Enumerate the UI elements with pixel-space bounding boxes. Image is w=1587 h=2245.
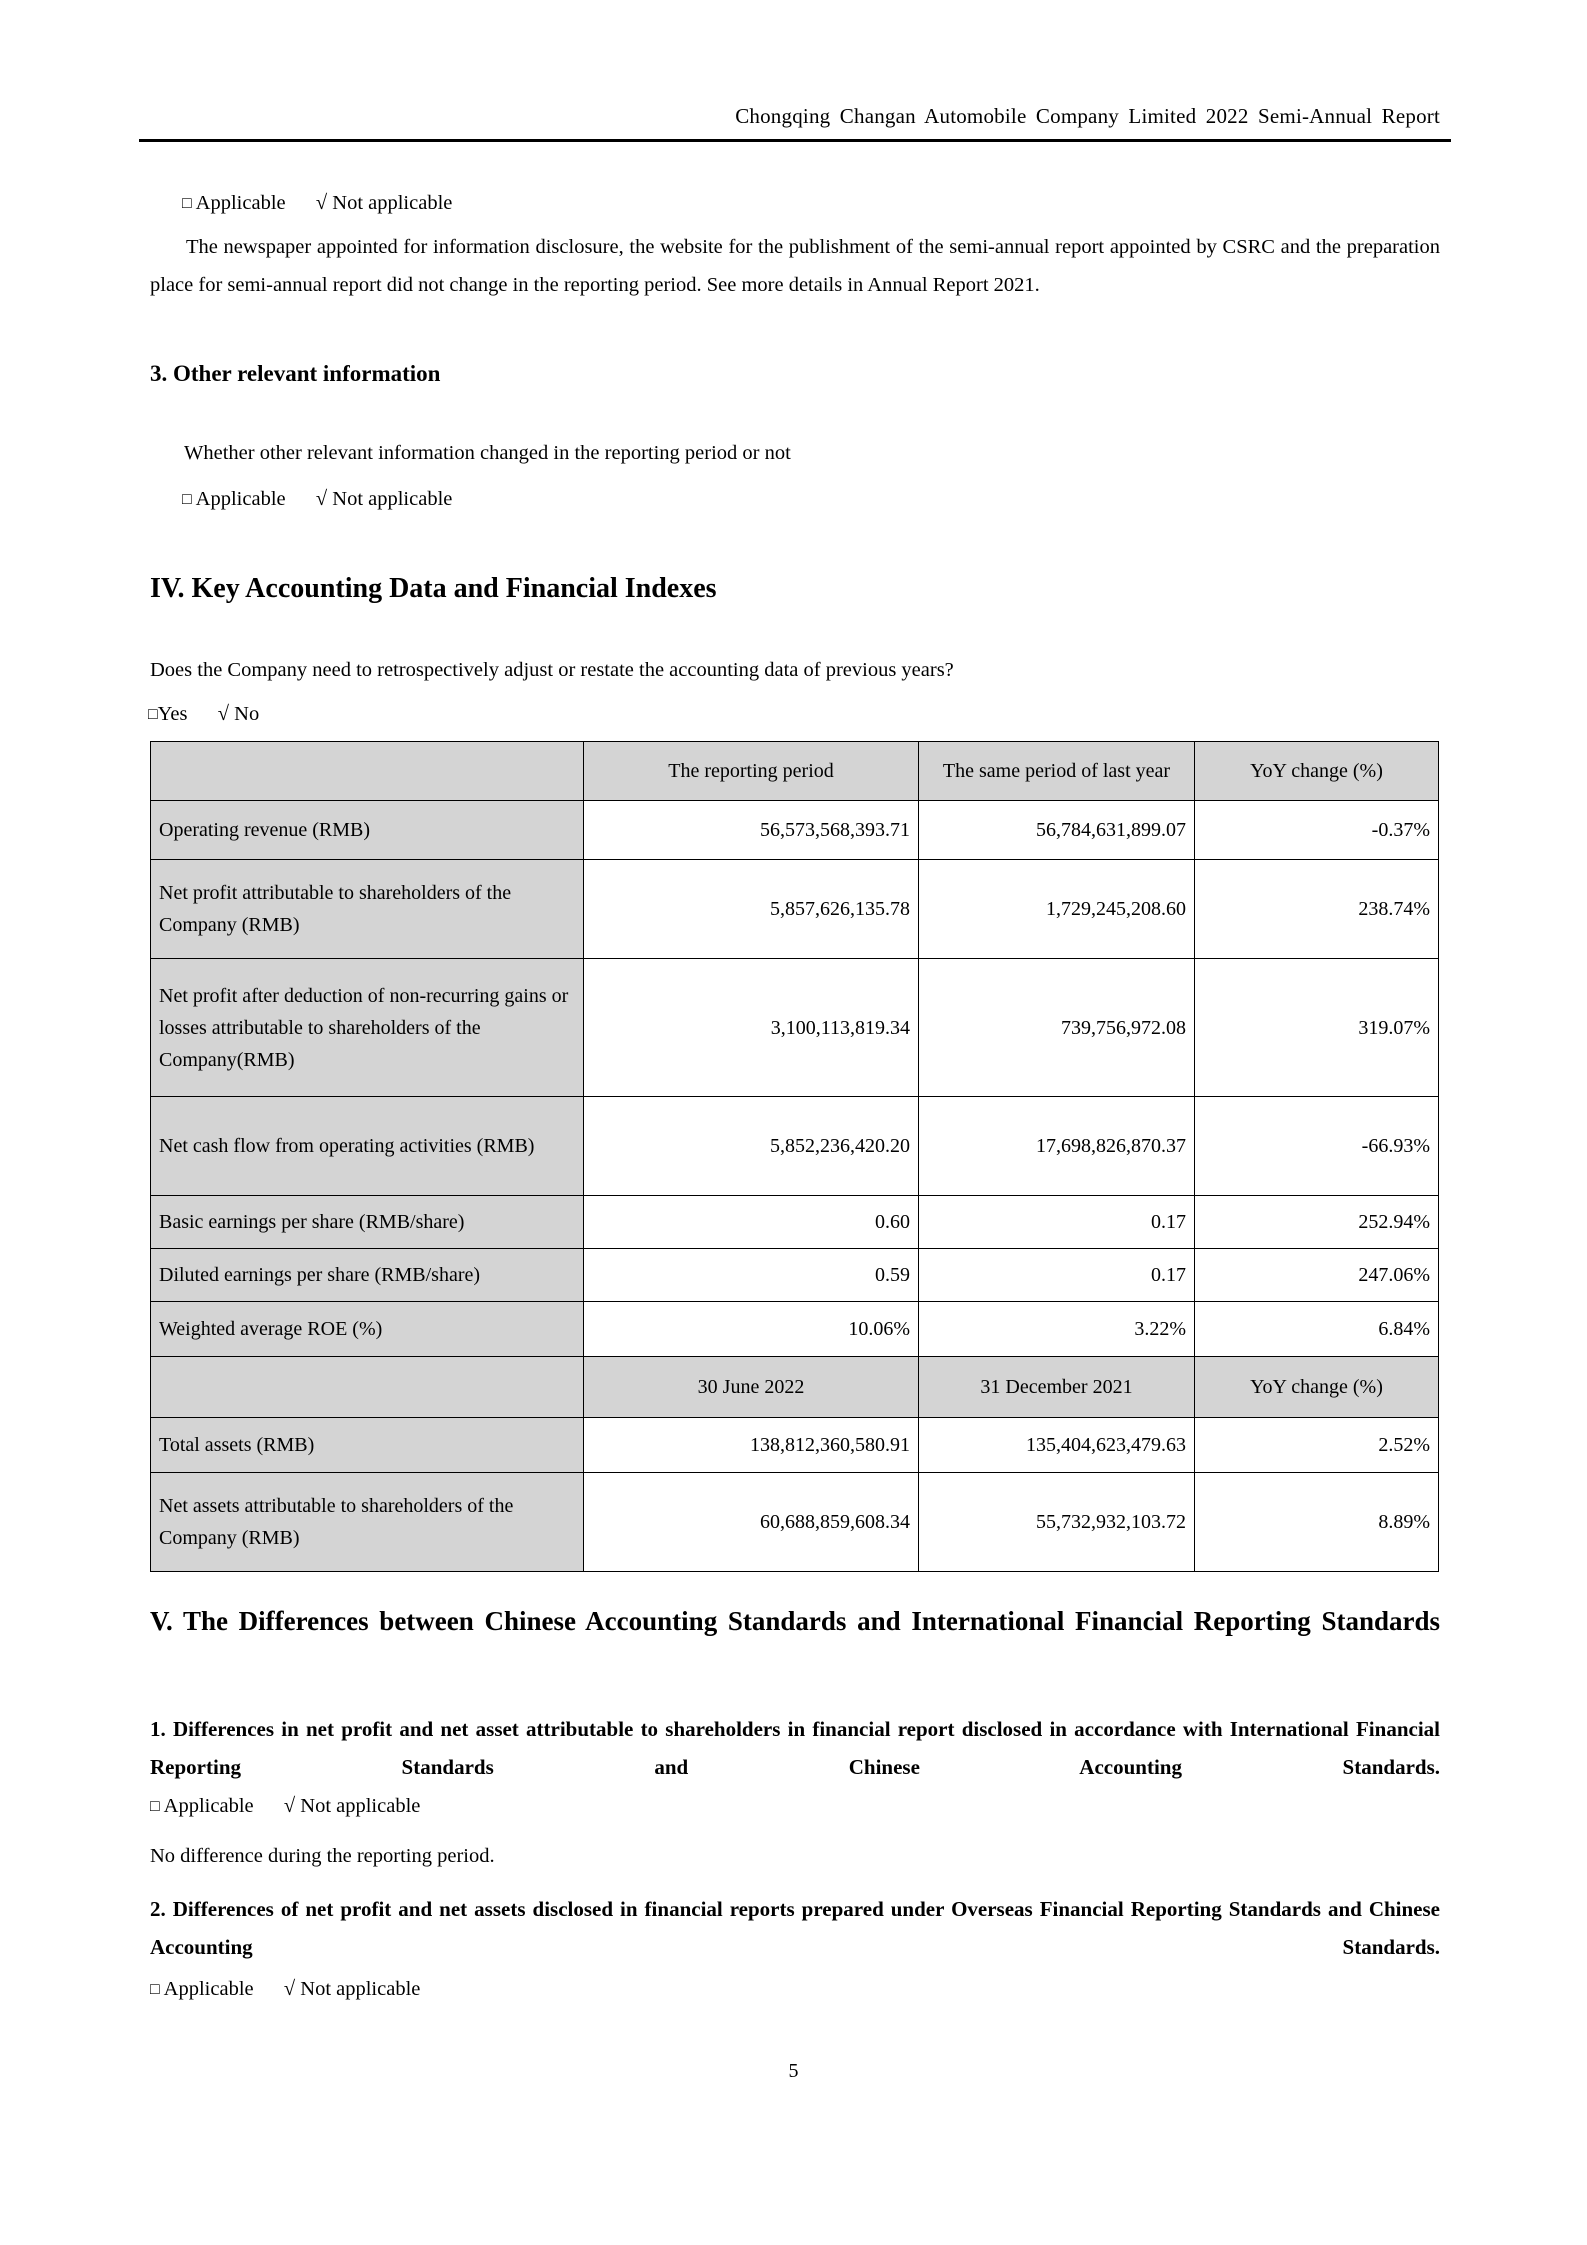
running-header: Chongqing Changan Automobile Company Limited 2022 Semi-Annual Report	[735, 104, 1440, 128]
not-applicable-label: Not applicable	[332, 488, 453, 510]
section-3-question: Whether other relevant information changed in the reporting period or not	[184, 442, 791, 464]
applicable-line-item-1	[150, 1796, 1440, 1817]
empty-checkbox-icon[interactable]: □	[150, 1798, 160, 1815]
table-row	[151, 1473, 1439, 1572]
row-value-31-december-2021: 55,732,932,103.72	[919, 1473, 1195, 1572]
row-label: Operating revenue (RMB)	[151, 801, 584, 860]
row-value-last-year: 3.22%	[919, 1302, 1195, 1357]
yesno-line-section-4	[148, 704, 1438, 725]
row-value-last-year: 17,698,826,870.37	[919, 1097, 1195, 1196]
row-label: Net profit attributable to shareholders of the Company (RMB)	[151, 860, 584, 959]
section-4-heading: IV. Key Accounting Data and Financial Indexes	[150, 573, 717, 604]
row-value-yoy: -66.93%	[1195, 1097, 1439, 1196]
table-corner-cell	[151, 1357, 584, 1418]
not-applicable-label: Not applicable	[300, 1978, 421, 2000]
column-header-same-period-last-year: The same period of last year	[919, 742, 1195, 801]
table-header-row-2	[151, 1357, 1439, 1418]
table-row	[151, 1196, 1439, 1249]
disclosure-paragraph-text: The newspaper appointed for information disclosure, the website for the publishment of the semi-annual report appointed by CSRC and the preparation place for semi-annual report did not change in the reporting period. See more details in Annual Report 2021.	[150, 236, 1440, 296]
applicable-label: Applicable	[163, 1978, 254, 2000]
section-5-heading: V. The Differences between Chinese Accounting Standards and International Financial Reporting Standards	[150, 1606, 1440, 1636]
row-value-last-year: 739,756,972.08	[919, 959, 1195, 1097]
yes-label: Yes	[157, 703, 188, 725]
column-header-31-december-2021: 31 December 2021	[919, 1357, 1195, 1418]
not-applicable-label: Not applicable	[332, 192, 453, 214]
section-4-question: Does the Company need to retrospectively adjust or restate the accounting data of previous years?	[150, 659, 954, 681]
row-value-last-year: 0.17	[919, 1249, 1195, 1302]
column-header-reporting-period: The reporting period	[584, 742, 919, 801]
row-value-reporting-period: 10.06%	[584, 1302, 919, 1357]
row-label: Basic earnings per share (RMB/share)	[151, 1196, 584, 1249]
table-row	[151, 959, 1439, 1097]
table-corner-cell	[151, 742, 584, 801]
column-header-30-june-2022: 30 June 2022	[584, 1357, 919, 1418]
table-row	[151, 860, 1439, 959]
applicable-label: Applicable	[163, 1795, 254, 1817]
row-value-yoy: 2.52%	[1195, 1418, 1439, 1473]
row-value-30-june-2022: 60,688,859,608.34	[584, 1473, 919, 1572]
applicable-line-item-2	[150, 1979, 1440, 2000]
empty-checkbox-icon[interactable]: □	[182, 195, 192, 212]
applicable-label: Applicable	[195, 192, 286, 214]
column-header-yoy-change: YoY change (%)	[1195, 1357, 1439, 1418]
row-value-last-year: 56,784,631,899.07	[919, 801, 1195, 860]
key-accounting-data-table	[150, 741, 1439, 1572]
empty-checkbox-icon[interactable]: □	[182, 491, 192, 508]
row-label: Net cash flow from operating activities (RMB)	[151, 1097, 584, 1196]
disclosure-paragraph	[150, 228, 1440, 304]
row-label: Weighted average ROE (%)	[151, 1302, 584, 1357]
row-value-yoy: 238.74%	[1195, 860, 1439, 959]
check-mark-icon[interactable]: √	[217, 703, 230, 725]
row-value-reporting-period: 5,852,236,420.20	[584, 1097, 919, 1196]
table-row	[151, 801, 1439, 860]
row-value-yoy: 8.89%	[1195, 1473, 1439, 1572]
row-value-reporting-period: 0.59	[584, 1249, 919, 1302]
section-5-item-1-heading: 1. Differences in net profit and net asset attributable to shareholders in financial report disclosed in accordance with International Financial Reporting Standards and Chinese Accounting Standards.	[150, 1717, 1440, 1779]
table-row	[151, 1418, 1439, 1473]
row-value-yoy: 319.07%	[1195, 959, 1439, 1097]
row-value-yoy: -0.37%	[1195, 801, 1439, 860]
empty-checkbox-icon[interactable]: □	[148, 706, 158, 723]
section-5-item-1-note: No difference during the reporting period.	[150, 1845, 495, 1867]
row-label: Diluted earnings per share (RMB/share)	[151, 1249, 584, 1302]
table-row	[151, 1097, 1439, 1196]
no-label: No	[234, 703, 260, 725]
row-value-30-june-2022: 138,812,360,580.91	[584, 1418, 919, 1473]
row-value-31-december-2021: 135,404,623,479.63	[919, 1418, 1195, 1473]
row-value-last-year: 1,729,245,208.60	[919, 860, 1195, 959]
applicable-line-top	[182, 193, 1472, 214]
empty-checkbox-icon[interactable]: □	[150, 1981, 160, 1998]
table-row	[151, 1249, 1439, 1302]
column-header-yoy-change: YoY change (%)	[1195, 742, 1439, 801]
row-value-last-year: 0.17	[919, 1196, 1195, 1249]
row-value-reporting-period: 0.60	[584, 1196, 919, 1249]
not-applicable-label: Not applicable	[300, 1795, 421, 1817]
row-value-yoy: 6.84%	[1195, 1302, 1439, 1357]
page-number: 5	[788, 2060, 799, 2082]
row-label: Net profit after deduction of non-recurring gains or losses attributable to shareholders of the Company(RMB)	[151, 959, 584, 1097]
table-row	[151, 1302, 1439, 1357]
applicable-line-section-3	[182, 489, 1472, 510]
row-value-yoy: 252.94%	[1195, 1196, 1439, 1249]
applicable-label: Applicable	[195, 488, 286, 510]
row-label: Net assets attributable to shareholders of the Company (RMB)	[151, 1473, 584, 1572]
row-value-reporting-period: 3,100,113,819.34	[584, 959, 919, 1097]
row-label: Total assets (RMB)	[151, 1418, 584, 1473]
check-mark-icon[interactable]: √	[283, 1978, 296, 2000]
check-mark-icon[interactable]: √	[315, 192, 328, 214]
check-mark-icon[interactable]: √	[283, 1795, 296, 1817]
header-rule	[139, 139, 1451, 142]
row-value-yoy: 247.06%	[1195, 1249, 1439, 1302]
table-header-row-1	[151, 742, 1439, 801]
check-mark-icon[interactable]: √	[315, 488, 328, 510]
row-value-reporting-period: 56,573,568,393.71	[584, 801, 919, 860]
section-5-item-2-heading: 2. Differences of net profit and net assets disclosed in financial reports prepared under Overseas Financial Reporting Standards and Chinese Accounting Standards.	[150, 1897, 1440, 1959]
row-value-reporting-period: 5,857,626,135.78	[584, 860, 919, 959]
section-3-heading: 3. Other relevant information	[150, 361, 441, 386]
